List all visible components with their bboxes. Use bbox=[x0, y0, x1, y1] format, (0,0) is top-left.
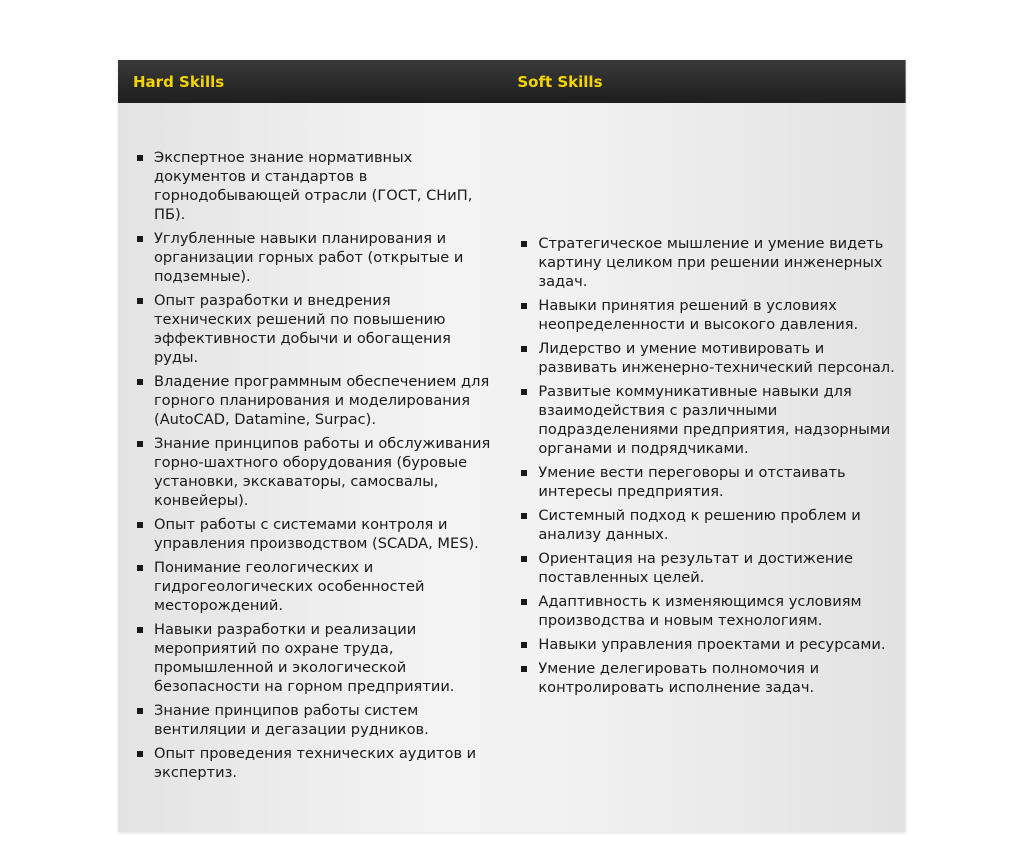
list-item-text: Системный подход к решению проблем и анализу данных. bbox=[538, 506, 861, 543]
bullet-icon bbox=[521, 470, 527, 476]
soft-skills-list bbox=[502, 234, 906, 697]
list-item-text: Ориентация на результат и достижение поставленных целей. bbox=[538, 549, 853, 586]
bullet-icon bbox=[137, 155, 143, 161]
list-item-text: Развитые коммуникативные навыки для взаимодействия с различными подразделениями предприятия, надзорными органами и подрядчиками. bbox=[538, 382, 891, 457]
list-item-text: Углубленные навыки планирования и организации горных работ (открытые и подземные). bbox=[154, 230, 464, 285]
list-item bbox=[519, 659, 900, 697]
list-item bbox=[519, 339, 900, 377]
list-item bbox=[135, 148, 492, 224]
bullet-icon bbox=[521, 346, 527, 352]
list-item-text: Знание принципов работы систем вентиляции и дегазации рудников. bbox=[154, 702, 429, 738]
list-item bbox=[135, 291, 492, 367]
list-item-text: Опыт проведения технических аудитов и экспертиз. bbox=[154, 745, 477, 781]
list-item bbox=[135, 620, 492, 696]
list-item bbox=[519, 592, 900, 630]
bullet-icon bbox=[137, 236, 143, 242]
list-item-text: Опыт разработки и внедрения технических решений по повышению эффективности добычи и обогащения руды. bbox=[154, 292, 451, 366]
skills-table bbox=[118, 60, 906, 832]
list-item-text: Навыки принятия решений в условиях неопределенности и высокого давления. bbox=[538, 296, 859, 333]
bullet-icon bbox=[521, 389, 527, 395]
table-body-row bbox=[118, 103, 906, 832]
list-item-text: Экспертное знание нормативных документов и стандартов в горнодобывающей отрасли (ГОСТ, СНиП, ПБ). bbox=[154, 149, 473, 223]
list-item bbox=[519, 234, 900, 291]
list-item-text: Навыки разработки и реализации мероприятий по охране труда, промышленной и экологической безопасности на горном предприятии. bbox=[154, 621, 455, 695]
bullet-icon bbox=[521, 513, 527, 519]
bullet-icon bbox=[521, 303, 527, 309]
list-item bbox=[519, 506, 900, 544]
list-item bbox=[135, 701, 492, 739]
list-item-text: Умение вести переговоры и отстаивать интересы предприятия. bbox=[538, 463, 846, 500]
list-item-text: Умение делегировать полномочия и контролировать исполнение задач. bbox=[538, 659, 820, 696]
list-item-text: Владение программным обеспечением для горного планирования и моделирования (AutoCAD, Datamine, Surpac). bbox=[154, 373, 490, 428]
soft-skills-header: Soft Skills bbox=[517, 72, 603, 91]
list-item bbox=[135, 229, 492, 286]
list-item bbox=[519, 382, 900, 458]
hard-skills-cell bbox=[118, 103, 502, 832]
list-item-text: Навыки управления проектами и ресурсами. bbox=[538, 635, 886, 653]
list-item bbox=[135, 372, 492, 429]
bullet-icon bbox=[521, 642, 527, 648]
bullet-icon bbox=[137, 708, 143, 714]
hard-skills-header: Hard Skills bbox=[133, 72, 225, 91]
list-item-text: Опыт работы с системами контроля и управления производством (SCADA, MES). bbox=[154, 516, 479, 552]
list-item bbox=[135, 744, 492, 782]
bullet-icon bbox=[137, 751, 143, 757]
bullet-icon bbox=[521, 666, 527, 672]
list-item bbox=[519, 296, 900, 334]
bullet-icon bbox=[521, 556, 527, 562]
bullet-icon bbox=[137, 627, 143, 633]
bullet-icon bbox=[521, 599, 527, 605]
bullet-icon bbox=[137, 298, 143, 304]
list-item-text: Понимание геологических и гидрогеологических особенностей месторождений. bbox=[154, 559, 425, 614]
list-item bbox=[135, 515, 492, 553]
list-item bbox=[519, 549, 900, 587]
soft-skills-cell bbox=[502, 103, 906, 832]
list-item-text: Лидерство и умение мотивировать и развивать инженерно-технический персонал. bbox=[538, 339, 895, 376]
hard-skills-list bbox=[118, 148, 502, 782]
bullet-icon bbox=[137, 379, 143, 385]
list-item bbox=[135, 558, 492, 615]
list-item-text: Знание принципов работы и обслуживания горно-шахтного оборудования (буровые установки, экскаваторы, самосвалы, конвейеры). bbox=[154, 435, 491, 509]
list-item-text: Стратегическое мышление и умение видеть картину целиком при решении инженерных задач. bbox=[538, 234, 884, 290]
bullet-icon bbox=[137, 565, 143, 571]
list-item bbox=[135, 434, 492, 510]
list-item bbox=[519, 635, 900, 654]
list-item-text: Адаптивность к изменяющимся условиям производства и новым технологиям. bbox=[538, 592, 862, 629]
bullet-icon bbox=[137, 522, 143, 528]
list-item bbox=[519, 463, 900, 501]
bullet-icon bbox=[137, 441, 143, 447]
table-header-row bbox=[118, 60, 906, 103]
bullet-icon bbox=[521, 241, 527, 247]
